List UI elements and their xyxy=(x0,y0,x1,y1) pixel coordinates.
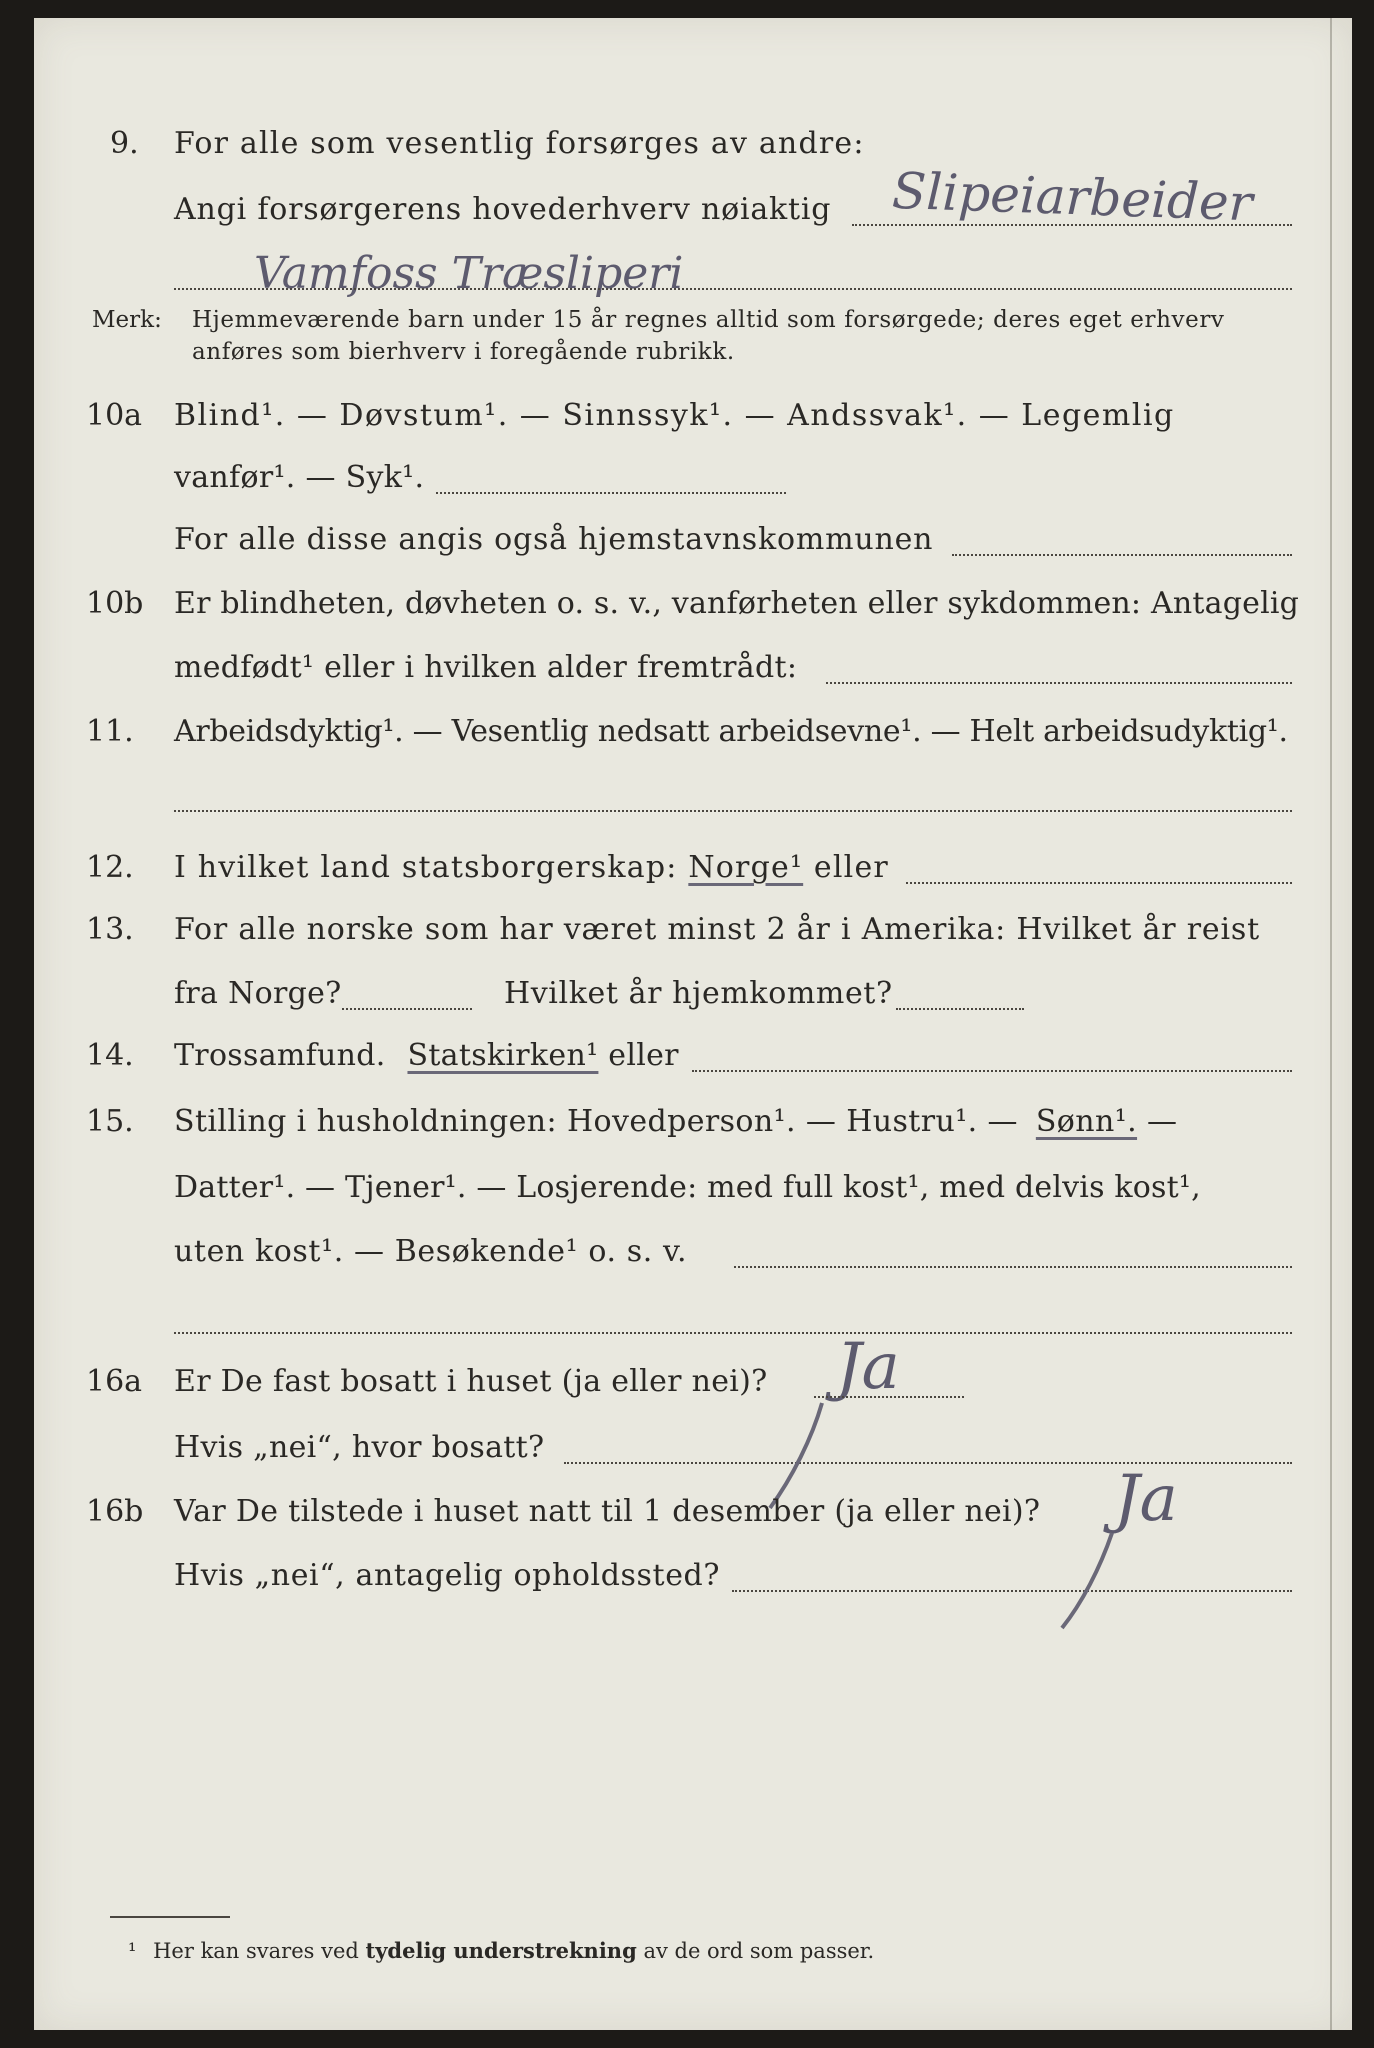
merk-label: Merk: xyxy=(92,307,162,333)
q10b-answer-line xyxy=(826,682,1292,684)
q9-handwritten-answer1: Slipeiarbeider xyxy=(891,161,1254,233)
q16b-line2: Hvis „nei“, antagelig opholdssted? xyxy=(174,1558,721,1593)
q9-number: 9. xyxy=(110,126,139,161)
q11-answer-line xyxy=(174,810,1292,812)
q14-text-before: Trossamfund. xyxy=(174,1038,386,1073)
q11-number: 11. xyxy=(86,714,134,749)
q10a-syk-line xyxy=(436,492,786,494)
q16b-opholdssted-line xyxy=(732,1590,1292,1592)
q10a-line1: Blind¹. — Døvstum¹. — Sinnssyk¹. — Andssvak¹. — Legemlig xyxy=(174,398,1175,433)
q16a-bosatt-line xyxy=(564,1462,1292,1464)
q12-text-before: I hvilket land statsborgerskap: xyxy=(174,850,678,885)
q14-text-after: eller xyxy=(608,1038,679,1073)
q13-reist-line xyxy=(342,1008,472,1010)
q10b-line1: Er blindheten, døvheten o. s. v., vanførheten eller sykdommen: Antagelig xyxy=(174,586,1300,621)
q12-underlined-choice: Norge¹ xyxy=(688,850,804,885)
q10b-line2: medfødt¹ eller i hvilken alder fremtrådt: xyxy=(174,650,798,685)
q15-answer-line1 xyxy=(734,1266,1292,1268)
q14-underlined-choice: Statskirken¹ xyxy=(407,1038,599,1073)
q10a-hjemstavn-line xyxy=(952,554,1292,556)
q16b-handwritten-answer: Ja xyxy=(1114,1462,1178,1536)
q13-number: 13. xyxy=(86,912,134,947)
q16b-handwritten-stroke xyxy=(1052,1528,1122,1638)
q9-line1: For alle som vesentlig forsørges av andre: xyxy=(174,126,865,161)
q9-answer-line2 xyxy=(174,288,1292,290)
footnote-rule xyxy=(110,1916,230,1918)
q15-line1-after: — xyxy=(1147,1104,1178,1139)
q14-text xyxy=(174,1036,679,1076)
q16a-handwritten-answer: Ja xyxy=(836,1330,900,1404)
q16b-number: 16b xyxy=(86,1494,144,1529)
footnote-text-before: Her kan svares ved xyxy=(153,1939,359,1963)
merk-line2: anføres som bierhverv i foregående rubrikk. xyxy=(192,339,735,365)
q16a-line1: Er De fast bosatt i huset (ja eller nei)? xyxy=(174,1364,768,1399)
census-form-page xyxy=(34,18,1352,2030)
q15-underlined-choice: Sønn¹. xyxy=(1035,1104,1138,1139)
q13-line1: For alle norske som har været minst 2 år i Amerika: Hvilket år reist xyxy=(174,912,1260,947)
q15-line3: uten kost¹. — Besøkende¹ o. s. v. xyxy=(174,1234,688,1269)
q12-text-after: eller xyxy=(813,850,889,885)
q9-handwritten-answer2: Vamfoss Træsliperi xyxy=(254,248,684,299)
footnote xyxy=(128,1936,874,1966)
q15-number: 15. xyxy=(86,1104,134,1139)
q15-line1-before: Stilling i husholdningen: Hovedperson¹. — Hustru¹. — xyxy=(174,1104,1018,1139)
q13-hjemkommet-line xyxy=(896,1008,1024,1010)
q16b-line1: Var De tilstede i huset natt til 1 desember (ja eller nei)? xyxy=(174,1494,1041,1529)
page-edge-line xyxy=(1330,18,1332,2030)
q11-line1: Arbeidsdyktig¹. — Vesentlig nedsatt arbeidsevne¹. — Helt arbeidsudyktig¹. xyxy=(174,714,1288,749)
q13-line2b: Hvilket år hjemkommet? xyxy=(504,976,893,1011)
merk-line1: Hjemmeværende barn under 15 år regnes alltid som forsørgede; deres eget erhverv xyxy=(192,307,1225,333)
q9-answer-line1 xyxy=(852,224,1292,226)
footnote-text-after: av de ord som passer. xyxy=(643,1939,875,1963)
q12-answer-line xyxy=(906,882,1292,884)
q10a-line2: vanfør¹. — Syk¹. xyxy=(174,460,425,495)
q15-line2: Datter¹. — Tjener¹. — Losjerende: med full kost¹, med delvis kost¹, xyxy=(174,1170,1201,1205)
q16a-line2: Hvis „nei“, hvor bosatt? xyxy=(174,1430,545,1465)
q14-number: 14. xyxy=(86,1038,134,1073)
q9-line2: Angi forsørgerens hovederhverv nøiaktig xyxy=(174,192,832,227)
footnote-marker: ¹ xyxy=(128,1939,137,1963)
footnote-bold: tydelig understrekning xyxy=(365,1938,637,1963)
q10a-line3: For alle disse angis også hjemstavnskommunen xyxy=(174,522,934,557)
q13-line2a: fra Norge? xyxy=(174,976,342,1011)
q12-text xyxy=(174,848,889,888)
q15-line1 xyxy=(174,1102,1177,1142)
q16a-number: 16a xyxy=(86,1364,143,1399)
q10a-number: 10a xyxy=(86,398,143,433)
q12-number: 12. xyxy=(86,850,134,885)
q16a-answer-line xyxy=(814,1396,964,1398)
q14-answer-line xyxy=(692,1070,1292,1072)
q15-answer-line2 xyxy=(174,1332,1292,1334)
q10b-number: 10b xyxy=(86,586,144,621)
